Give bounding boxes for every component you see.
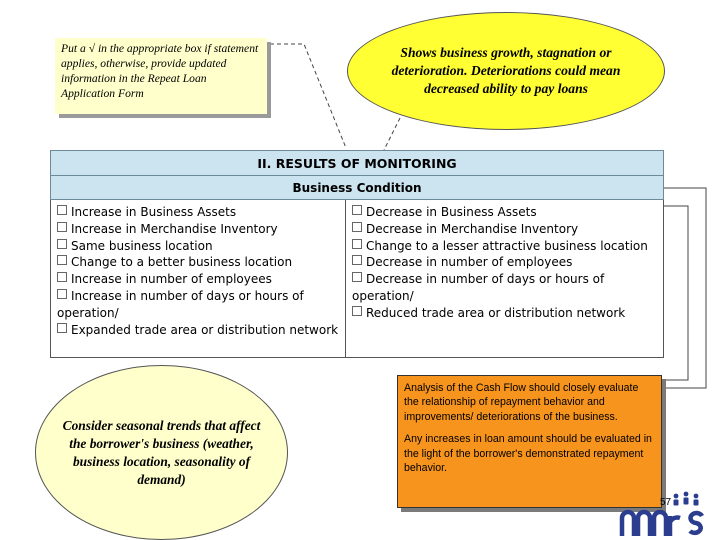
slide-number: 57	[660, 497, 672, 508]
checklist-item[interactable]: Decrease in number of days or hours of operation/	[352, 272, 605, 303]
checkbox[interactable]	[352, 255, 362, 265]
table-bracket-line	[664, 206, 688, 380]
checklist-item[interactable]: Change to a better business location	[57, 254, 339, 271]
organization-logo-icon	[618, 486, 710, 538]
checkbox[interactable]	[57, 222, 67, 232]
analysis-bracket-line	[664, 188, 706, 388]
checklist-item[interactable]: Increase in Merchandise Inventory	[57, 221, 339, 238]
checklist-item[interactable]: Reduced trade area or distribution network	[352, 305, 657, 322]
analysis-paragraph-2: Any increases in loan amount should be evaluated in the light of the borrower's demonstrated repayment behavior.	[404, 433, 652, 475]
results-section-title	[50, 150, 664, 176]
analysis-paragraph-1: Analysis of the Cash Flow should closely evaluate the relationship of repayment behavior and improvements/ deteriorations of the business.	[404, 382, 639, 423]
checklist-item[interactable]: Increase in number of days or hours of operation/	[57, 288, 304, 320]
checkbox[interactable]	[352, 222, 362, 232]
checklist-item[interactable]: Increase in number of employees	[57, 271, 339, 288]
improvement-column	[51, 200, 346, 357]
seasonal-trends-callout	[35, 365, 288, 540]
checklist-item[interactable]: Decrease in number of employees	[352, 254, 657, 271]
results-section-title-text: II. RESULTS OF MONITORING	[257, 155, 457, 171]
checkbox[interactable]	[57, 272, 67, 282]
callout-connector-line	[384, 118, 400, 150]
instruction-note	[55, 38, 267, 114]
note-connector-line	[270, 44, 346, 148]
checkbox[interactable]	[57, 289, 67, 299]
checklist-item[interactable]: Decrease in Merchandise Inventory	[352, 221, 657, 238]
business-condition-header-text: Business Condition	[292, 180, 422, 195]
checkbox[interactable]	[352, 205, 362, 215]
deterioration-column	[346, 200, 663, 357]
checkbox[interactable]	[352, 272, 362, 282]
checkbox[interactable]	[352, 239, 362, 249]
checkbox[interactable]	[57, 255, 67, 265]
instruction-note-text: Put a √ in the appropriate box if statement applies, otherwise, provide updated information in the Repeat Loan Application Form	[61, 42, 259, 100]
business-condition-table	[50, 200, 664, 358]
checkbox[interactable]	[352, 306, 362, 316]
business-growth-callout	[347, 12, 665, 130]
checklist-item[interactable]: Expanded trade area or distribution network	[57, 322, 339, 339]
checkbox[interactable]	[57, 205, 67, 215]
business-growth-callout-text: Shows business growth, stagnation or deterioration. Deteriorations could mean decreased ability to pay loans	[391, 45, 621, 96]
checklist-item[interactable]: Change to a lesser attractive business location	[352, 238, 657, 255]
checkbox[interactable]	[57, 323, 67, 333]
checklist-item[interactable]: Same business location	[57, 238, 339, 255]
checkbox[interactable]	[57, 239, 67, 249]
business-condition-header	[50, 176, 664, 200]
checklist-item[interactable]: Increase in Business Assets	[57, 204, 339, 221]
checklist-item[interactable]: Decrease in Business Assets	[352, 204, 657, 221]
seasonal-trends-text: Consider seasonal trends that affect the borrower's business (weather, business location, seasonality of demand)	[62, 417, 261, 487]
